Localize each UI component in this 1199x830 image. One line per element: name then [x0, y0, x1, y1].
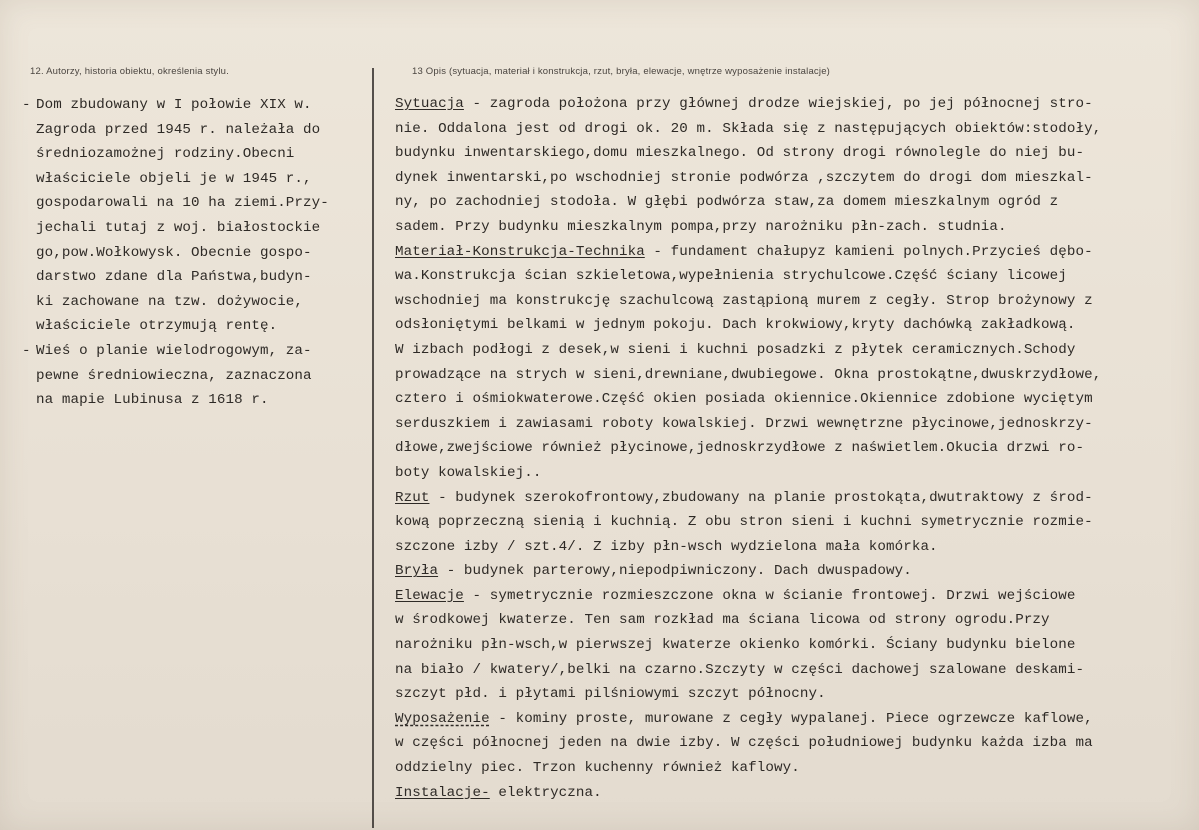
- text-line: go,pow.Wołkowysk. Obecnie gospo-: [36, 244, 312, 261]
- description-line: [395, 707, 1195, 732]
- description-line: [395, 313, 1195, 338]
- text-line: Zagroda przed 1945 r. należała do: [36, 121, 321, 138]
- line-text: odsłoniętymi belkami w jednym pokoju. Dach krokwiowy,kryty dachówką zakładkową.: [395, 317, 1076, 334]
- line-text: oddzielny piec. Trzon kuchenny również kaflowy.: [395, 760, 800, 777]
- line-text: dłowe,zwejściowe również płycinowe,jednoskrzydłowe z naświetlem.Okucia drzwi ro-: [395, 440, 1085, 457]
- line-text: nie. Oddalona jest od drogi ok. 20 m. Składa się z następujących obiektów:stodoły,: [395, 120, 1102, 137]
- text-line: właściciele otrzymują rentę.: [36, 318, 278, 335]
- line-text: - fundament chałupyz kamieni polnych.Przycieś dębo-: [644, 243, 1093, 260]
- history-item: [22, 339, 366, 413]
- description-line: [395, 92, 1195, 117]
- line-text: W izbach podłogi z desek,w sieni i kuchni posadzki z płytek ceramicznych.Schody: [395, 341, 1076, 358]
- line-text: - kominy proste, murowane z cegły wypalanej. Piece ogrzewcze kaflowe,: [489, 710, 1093, 727]
- bullet-dash: -: [22, 97, 31, 113]
- description-line: [395, 190, 1195, 215]
- description-line: [395, 387, 1195, 412]
- line-text: sadem. Przy budynku mieszkalnym pompa,przy narożniku płn-zach. studnia.: [395, 218, 1007, 235]
- section-heading: Bryła: [395, 563, 439, 580]
- description-line: [395, 486, 1195, 511]
- line-text: elektryczna.: [489, 784, 602, 801]
- section-heading: Elewacje: [395, 587, 464, 604]
- description-line: [395, 510, 1195, 535]
- line-text: szczyt płd. i płytami pilśniowymi szczyt północny.: [395, 686, 826, 703]
- line-text: w środkowej kwaterze. Ten sam rozkład ma ściana licowa od strony ogrodu.Przy: [395, 612, 1050, 629]
- line-text: w części północnej jeden na dwie izby. W części południowej budynku każda izba ma: [395, 735, 1093, 752]
- line-text: prowadzące na strych w sieni,drewniane,dwubiegowe. Okna prostokątne,dwuskrzydłowe,: [395, 366, 1102, 383]
- description-line: [395, 658, 1195, 683]
- description-line: [395, 781, 1195, 806]
- section-heading: Instalacje-: [395, 784, 490, 801]
- text-line: jechali tutaj z woj. białostockie: [36, 219, 321, 236]
- line-text: boty kowalskiej..: [395, 464, 542, 481]
- description-line: [395, 535, 1195, 560]
- section-heading: Wyposażenie: [395, 710, 490, 727]
- description-line: [395, 117, 1195, 142]
- line-text: - zagroda położona przy głównej drodze wiejskiej, po jej północnej stro-: [463, 96, 1093, 112]
- description-line: [395, 756, 1195, 781]
- text-line: na mapie Lubinusa z 1618 r.: [36, 392, 269, 409]
- line-text: cztero i ośmiokwaterowe.Część okien posiada okiennice.Okiennice zdobione wyciętym: [395, 391, 1093, 408]
- text-line: darstwo zdane dla Państwa,budyn-: [36, 269, 312, 286]
- description-line: [395, 436, 1195, 461]
- description-line: [395, 338, 1195, 363]
- text-line: średniozamożnej rodziny.Obecni: [36, 146, 295, 163]
- line-text: budynku inwentarskiego,domu mieszkalnego. Od strony drogi równolegle do niej bu-: [395, 145, 1085, 162]
- text-line: pewne średniowieczna, zaznaczona: [36, 367, 312, 384]
- description-line: [395, 461, 1195, 486]
- line-text: na biało / kwatery/,belki na czarno.Szczyty w części dachowej szalowane deskami-: [395, 661, 1085, 678]
- description-line: [395, 731, 1195, 756]
- description-line: [395, 682, 1195, 707]
- text-line: Wieś o planie wielodrogowym, za-: [36, 342, 312, 359]
- description-line: [395, 289, 1195, 314]
- history-item: [22, 93, 366, 339]
- line-text: dynek inwentarski,po wschodniej stronie podwórza ,szczytem do drogi dom mieszkal-: [395, 169, 1093, 186]
- description-line: [395, 166, 1195, 191]
- description-line: [395, 559, 1195, 584]
- line-text: ny, po zachodniej stodoła. W głębi podwórza staw,za domem mieszkalnym ogród z: [395, 194, 1059, 211]
- description-line: [395, 363, 1195, 388]
- description-line: [395, 215, 1195, 240]
- right-column: [395, 92, 1195, 805]
- line-text: - budynek parterowy,niepodpiwniczony. Dach dwuspadowy.: [438, 563, 912, 580]
- section-heading: Materiał-Konstrukcja-Technika: [395, 243, 645, 260]
- left-column: [22, 93, 366, 413]
- description-line: [395, 240, 1195, 265]
- text-line: ki zachowane na tzw. dożywocie,: [36, 293, 304, 310]
- text-line: właściciele objeli je w 1945 r.,: [36, 170, 312, 187]
- section-heading: Sytuacja: [395, 96, 464, 112]
- right-column-header: 13 Opis (sytuacja, materiał i konstrukcja, rzut, bryła, elewacje, wnętrze wyposażenie instalacje): [412, 66, 831, 77]
- description-line: [395, 264, 1195, 289]
- line-text: - budynek szerokofrontowy,zbudowany na planie prostokąta,dwutraktowy z środ-: [429, 489, 1093, 506]
- line-text: wa.Konstrukcja ścian szkieletowa,wypełnienia strychulcowe.Część ściany licowej: [395, 268, 1067, 285]
- description-line: [395, 141, 1195, 166]
- description-line: [395, 608, 1195, 633]
- text-line: gospodarowali na 10 ha ziemi.Przy-: [36, 195, 329, 212]
- line-text: narożniku płn-wsch,w pierwszej kwaterze okienko komórki. Ściany budynku bielone: [395, 637, 1076, 654]
- line-text: - symetrycznie rozmieszczone okna w ścianie frontowej. Drzwi wejściowe: [463, 587, 1076, 604]
- column-divider: [372, 68, 374, 828]
- section-heading: Rzut: [395, 489, 430, 506]
- line-text: kową poprzeczną sienią i kuchnią. Z obu stron sieni i kuchni symetrycznie rozmie-: [395, 514, 1093, 531]
- bullet-dash: -: [22, 342, 31, 359]
- text-line: Dom zbudowany w I połowie XIX w.: [36, 97, 312, 113]
- line-text: serduszkiem i zawiasami roboty kowalskiej. Drzwi wewnętrzne płycinowe,jednoskrzy-: [395, 415, 1093, 432]
- line-text: wschodniej ma konstrukcję szachulcową zastąpioną murem z cegły. Strop brożynowy z: [395, 292, 1093, 309]
- line-text: szczone izby / szt.4/. Z izby płn-wsch wydzielona mała komórka.: [395, 538, 938, 555]
- description-line: [395, 584, 1195, 609]
- left-column-header: 12. Autorzy, historia obiektu, określenia stylu.: [30, 66, 229, 77]
- description-line: [395, 412, 1195, 437]
- description-line: [395, 633, 1195, 658]
